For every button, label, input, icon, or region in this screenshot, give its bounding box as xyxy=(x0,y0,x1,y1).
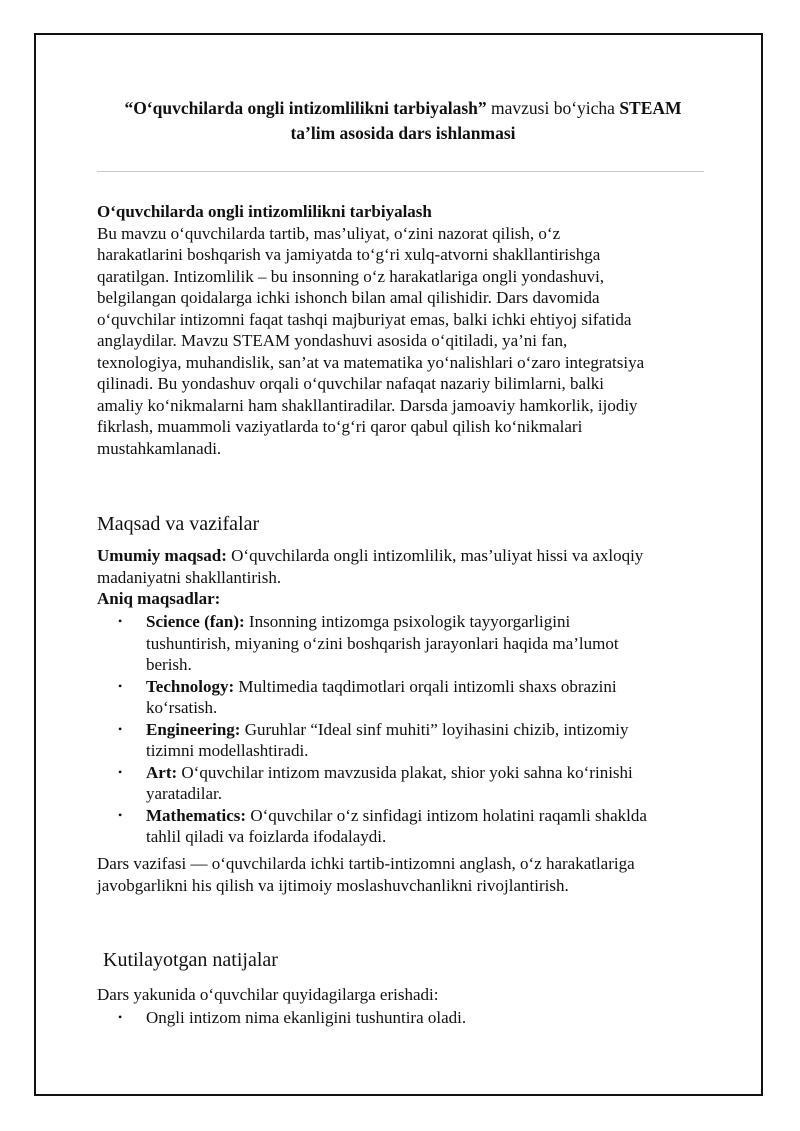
intro-line: texnologiya, muhandislik, san’at va matematika yo‘nalishlari o‘zaro integratsiya xyxy=(97,352,645,372)
list-item xyxy=(97,762,709,805)
goal-text: Multimedia taqdimotlari orqali intizomli shaxs obrazini xyxy=(234,676,617,696)
results-heading: Kutilayotgan natijalar xyxy=(103,949,278,971)
task-line: Dars vazifasi — o‘quvchilarda ichki tartib-intizomni anglash, o‘z harakatlariga xyxy=(97,854,635,873)
bullet-icon: • xyxy=(118,678,123,693)
list-item xyxy=(97,719,709,762)
goal-label: Mathematics: xyxy=(146,805,247,825)
intro-line: qilinadi. Bu yondashuv orqali o‘quvchilar nafaqat nazariy bilimlarni, balki xyxy=(97,374,605,393)
goal-text: Insonning intizomga psixologik tayyorgarligini xyxy=(244,612,571,631)
bullet-icon: • xyxy=(118,721,123,736)
title-topic: “O‘quvchilarda ongli intizomlilikni tarbiyalash” xyxy=(124,98,487,118)
results-list xyxy=(97,1007,709,1029)
list-item xyxy=(97,1007,709,1029)
goals-list xyxy=(97,611,709,848)
lesson-task xyxy=(97,853,709,896)
bullet-icon: • xyxy=(118,614,123,628)
intro-section xyxy=(97,201,709,459)
results-intro: Dars yakunida o‘quvchilar quyidagilarga erishadi: xyxy=(97,985,439,1004)
goal-text-cont: yaratadilar. xyxy=(146,784,222,803)
goal-label: Engineering: xyxy=(146,719,241,739)
document-title xyxy=(97,96,709,146)
general-goal xyxy=(97,545,709,610)
list-item xyxy=(97,611,709,676)
goal-text-cont: ko‘rsatish. xyxy=(146,698,218,717)
intro-line: amaliy ko‘nikmalarni ham shakllantiradilar. Darsda jamoaviy hamkorlik, ijodiy xyxy=(97,395,638,415)
goal-text: O‘quvchilar intizom mavzusida plakat, shior yoki sahna ko‘rinishi xyxy=(177,762,633,782)
intro-line: anglaydilar. Mavzu STEAM yondashuvi asosida o‘qitiladi, ya’ni fan, xyxy=(97,331,568,350)
general-goal-text-cont: madaniyatni shakllantirish. xyxy=(97,567,282,587)
intro-heading: O‘quvchilarda ongli intizomlilikni tarbiyalash xyxy=(97,202,432,221)
goal-label: Science (fan): xyxy=(146,612,245,631)
goals-heading: Maqsad va vazifalar xyxy=(97,513,260,535)
goal-text-cont: tushuntirish, miyaning o‘zini boshqarish jarayonlari haqida ma’lumot xyxy=(146,633,619,653)
goal-text: Guruhlar “Ideal sinf muhiti” loyihasini chizib, intizomiy xyxy=(240,719,629,739)
list-item xyxy=(97,676,709,719)
goal-text-cont: berish. xyxy=(146,655,192,674)
general-goal-text: O‘quvchilarda ongli intizomlilik, mas’uliyat hissi va axloqiy xyxy=(226,546,644,565)
intro-line: mustahkamlanadi. xyxy=(97,438,222,458)
title-divider xyxy=(97,171,704,172)
specific-goals-label: Aniq maqsadlar: xyxy=(97,589,221,608)
intro-line: qaratilgan. Intizomlilik – bu insonning o‘z harakatlariga ongli yondashuvi, xyxy=(97,266,605,286)
goal-text-cont: tizimni modellashtiradi. xyxy=(146,741,309,760)
title-middle: mavzusi bo‘yicha xyxy=(486,98,620,118)
general-goal-label: Umumiy maqsad: xyxy=(97,546,227,565)
title-steam: STEAM xyxy=(619,98,682,118)
goal-label: Technology: xyxy=(146,676,235,696)
list-item xyxy=(97,805,709,848)
task-line: javobgarlikni his qilish va ijtimoiy moslashuvchanlikni rivojlantirish. xyxy=(97,875,569,895)
intro-line: harakatlarini boshqarish va jamiyatda to‘g‘ri xulq-atvorni shakllantirishga xyxy=(97,245,601,264)
goal-text: O‘quvchilar o‘z sinfidagi intizom holatini raqamli shaklda xyxy=(246,805,647,825)
intro-line: belgilangan qoidalarga ichki ishonch bilan amal qilishidir. Dars davomida xyxy=(97,288,600,307)
bullet-icon: • xyxy=(118,764,123,779)
bullet-icon: • xyxy=(118,1010,123,1024)
result-text: Ongli intizom nima ekanligini tushuntira oladi. xyxy=(146,1008,467,1027)
title-line2: ta’lim asosida dars ishlanmasi xyxy=(290,123,516,143)
goal-label: Art: xyxy=(146,762,178,782)
goal-text-cont: tahlil qiladi va foizlarda ifodalaydi. xyxy=(146,827,387,846)
bullet-icon: • xyxy=(118,807,123,822)
intro-line: Bu mavzu o‘quvchilarda tartib, mas’uliyat, o‘zini nazorat qilish, o‘z xyxy=(97,223,561,243)
intro-line: fikrlash, muammoli vaziyatlarda to‘g‘ri qaror qabul qilish ko‘nikmalari xyxy=(97,417,583,436)
intro-line: o‘quvchilar intizomni faqat tashqi majburiyat emas, balki ichki ehtiyoj sifatida xyxy=(97,309,632,329)
